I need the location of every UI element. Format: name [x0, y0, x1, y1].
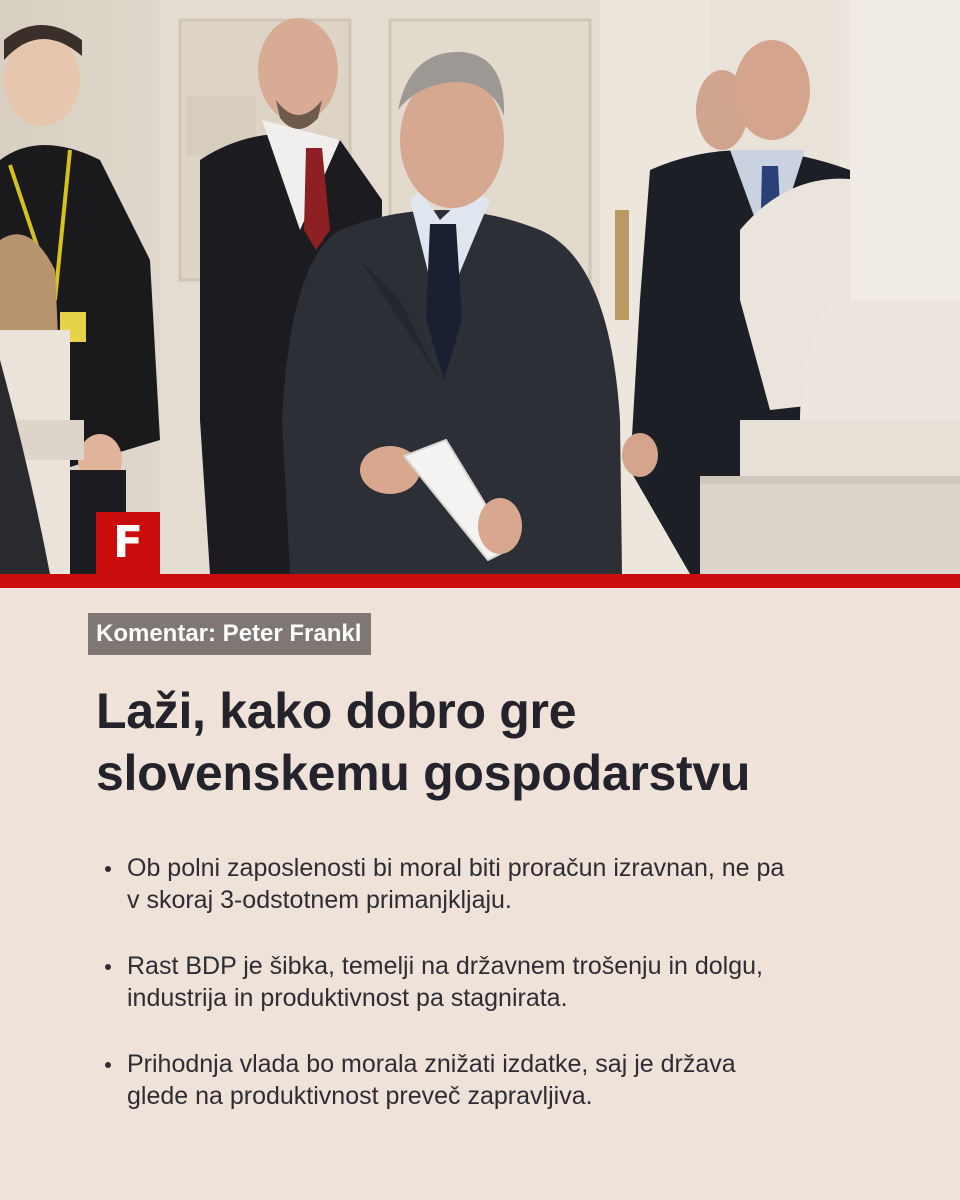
bullet-item	[96, 1048, 886, 1112]
bullet-text-line: Ob polni zaposlenosti bi moral biti proračun izravnan, ne pa	[127, 854, 785, 882]
bullet-text-line: Prihodnja vlada bo morala znižati izdatke, saj je država	[127, 1050, 736, 1078]
accent-divider-bar	[0, 574, 960, 588]
bullet-text-line: industrija in produktivnost pa stagnirata.	[127, 984, 568, 1012]
bullet-text-line: Rast BDP je šibka, temelji na državnem trošenju in dolgu,	[127, 952, 763, 980]
bullet-dot-icon	[105, 866, 111, 872]
author-tag: Komentar: Peter Frankl	[88, 613, 371, 655]
bullet-dot-icon	[105, 964, 111, 970]
bullet-item	[96, 852, 886, 916]
headline	[96, 680, 876, 804]
summary-bullet-list	[96, 852, 886, 1146]
header-photo	[0, 0, 960, 574]
headline-line-2: slovenskemu gospodarstvu	[96, 745, 751, 801]
photo-illustration	[0, 0, 960, 574]
bullet-text-line: glede na produktivnost preveč zapravljiva.	[127, 1082, 593, 1110]
brand-logo: F	[96, 512, 160, 574]
headline-line-1: Laži, kako dobro gre	[96, 683, 577, 739]
bullet-dot-icon	[105, 1062, 111, 1068]
bullet-text-line: v skoraj 3-odstotnem primanjkljaju.	[127, 886, 512, 914]
bullet-item	[96, 950, 886, 1014]
